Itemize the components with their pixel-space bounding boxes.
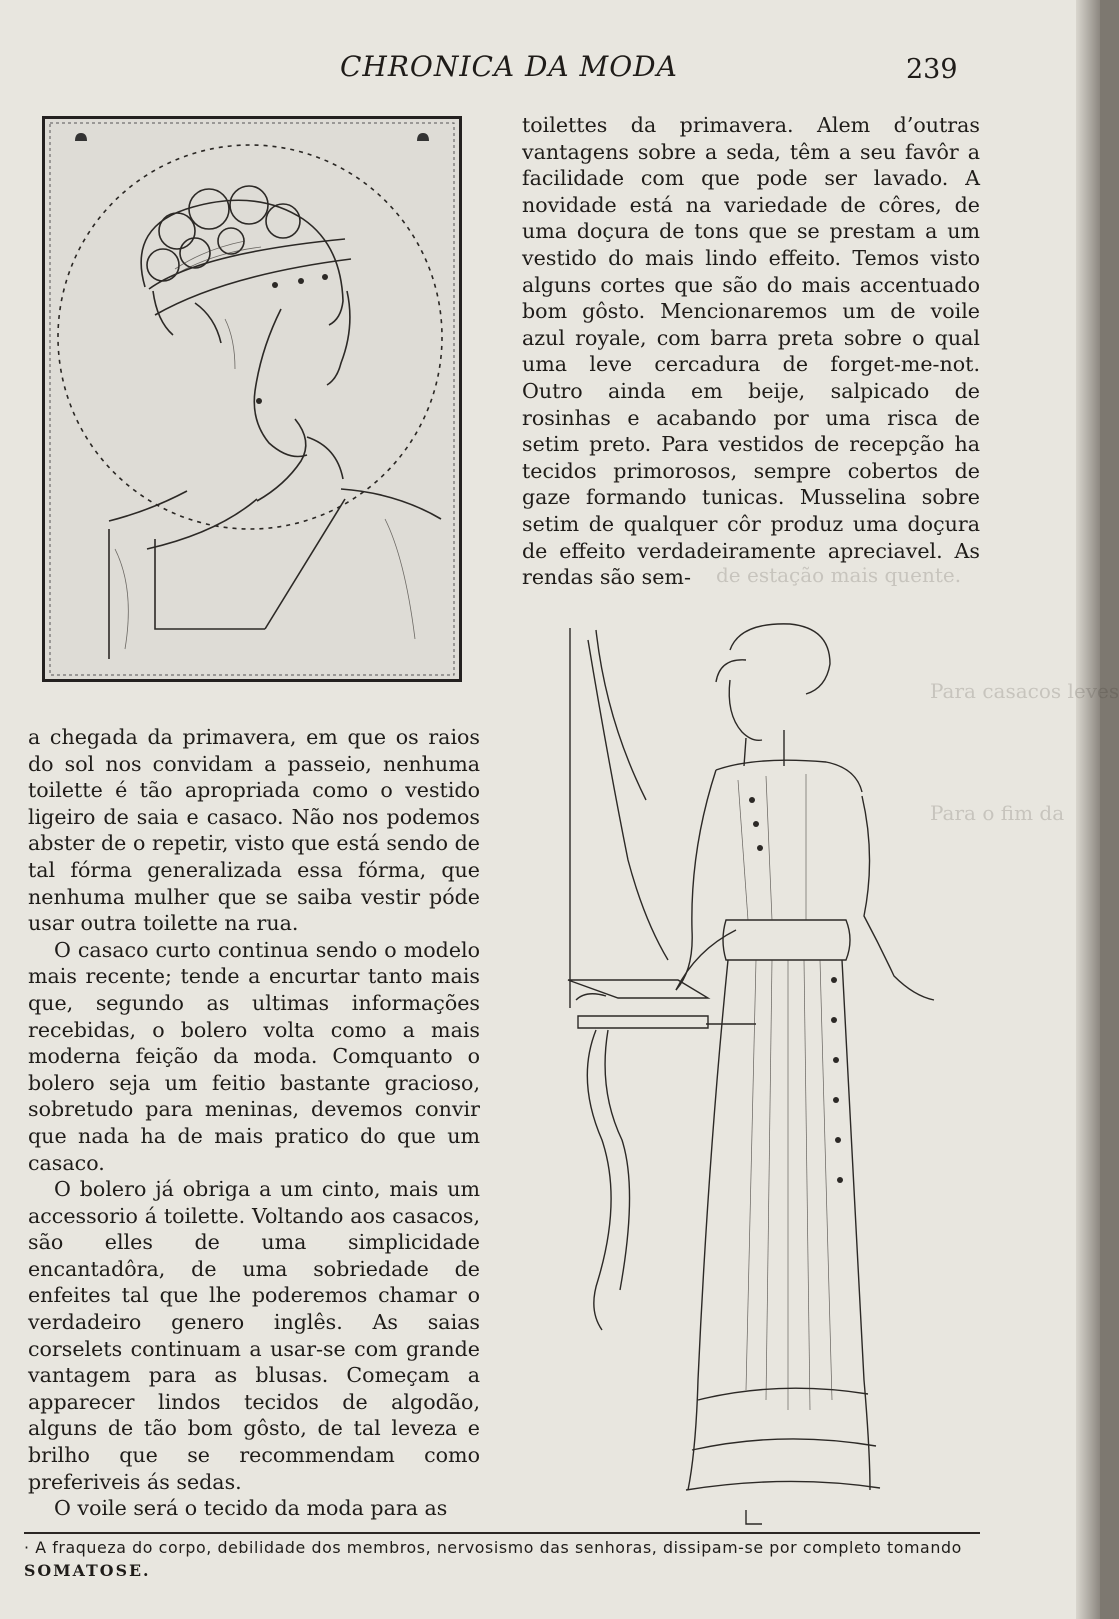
- hairstyle-portrait-engraving-icon: [45, 119, 459, 679]
- fashion-plate-illustration: [516, 620, 964, 1530]
- paragraph: O bolero já obriga a um cinto, mais um accessorio á toilette. Voltando aos casacos, são elles de uma simplicidade encantadôra, de uma sobriedade de enfeites tal que lhe poderemos chamar o verdadeiro genero inglês. As saias corselets continuam a usar-se com grande vantagem para as blusas. Começam a apparecer lindos tecidos de algodão, alguns de tão bom gôsto, de tal leveza e brilho que se recommendam como preferiveis ás sedas.: [28, 1177, 480, 1494]
- show-through-text: Para casacos leves: [930, 679, 1119, 703]
- show-through-text: de estação mais quente.: [716, 563, 962, 587]
- paragraph: toilettes da primavera. Alem d’outras vantagens sobre a seda, têm a seu favôr a facilidade com que pode ser lavado. A novidade está na variedade de côres, de uma doçura de tons que se prestam a um vestido do mais lindo effeito. Temos visto alguns cortes que são do mais accentuado bom gôsto. Mencionaremos um de voile azul royale, com barra preta sobre o qual uma leve cercadura de forget-me-not. Outro ainda em beije, salpicado de rosinhas e acabando por uma risca de setim preto. Para vestidos de recepção ha tecidos primorosos, sempre cobertos de gaze formando tunicas. Musselina sobre setim de qualquer côr produz uma doçura de effeito verdadeiramente apreciavel. As rendas são sem-: [522, 113, 980, 590]
- running-title: CHRONICA DA MODA: [340, 50, 678, 83]
- standing-lady-dress-engraving-icon: [516, 620, 964, 1530]
- paragraph: O voile será o tecido da moda para as: [54, 1496, 448, 1521]
- page-edge: [1076, 0, 1100, 1619]
- paragraph: O casaco curto continua sendo o modelo mais recente; tende a encurtar tanto mais que, segundo as ultimas informações recebidas, o bolero volta como a mais moderna feição da moda. Comquanto o bolero seja um feitio bastante gracioso, sobretudo para meninas, devemos convir que nada ha de mais pratico do que um casaco.: [28, 937, 480, 1175]
- portrait-illustration: [42, 116, 462, 682]
- footer-advertisement: [24, 1536, 980, 1582]
- paragraph: a chegada da primavera, em que os raios do sol nos convidam a passeio, nenhuma toilette é tão apropriada como o vestido ligeiro de saia e casaco. Não nos podemos abster de o repetir, visto que está sendo de tal fórma generalizada essa fórma, que nenhuma mulher que se saiba vestir póde usar outra toilette na rua.: [28, 725, 480, 936]
- footer-note-text: · A fraqueza do corpo, debilidade dos membros, nervosismo das senhoras, dissipam-se por completo tomando: [24, 1538, 962, 1557]
- footer-brand: SOMATOSE.: [24, 1561, 151, 1580]
- left-text-column: [28, 724, 480, 1522]
- page-number: 239: [906, 54, 958, 85]
- right-text-column: [522, 112, 980, 591]
- show-through-text: Para o fim da: [930, 801, 1065, 825]
- footer-rule: [24, 1532, 980, 1534]
